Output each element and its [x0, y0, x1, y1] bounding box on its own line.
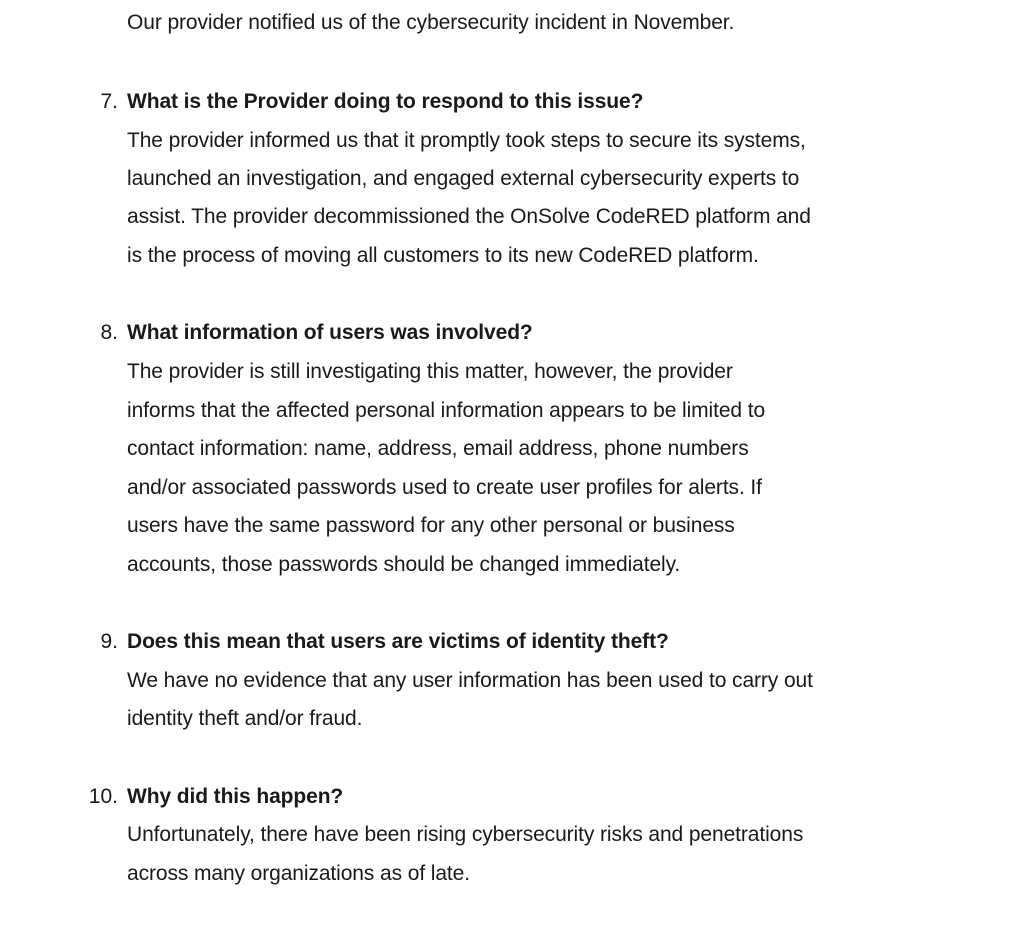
item-number: 7. [100, 90, 118, 113]
answer-line: contact information: name, address, email address, phone numbers [127, 437, 749, 460]
answer-line: launched an investigation, and engaged external cybersecurity experts to [127, 167, 800, 190]
answer-line: accounts, those passwords should be changed immediately. [127, 553, 681, 576]
item-number: 8. [100, 321, 118, 344]
intro-text: Our provider notified us of the cybersecurity incident in November. [127, 11, 735, 34]
question-heading: What information of users was involved? [127, 321, 533, 344]
answer-line: assist. The provider decommissioned the OnSolve CodeRED platform and [127, 205, 811, 228]
answer-line: informs that the affected personal information appears to be limited to [127, 399, 766, 422]
answer-line: Unfortunately, there have been rising cybersecurity risks and penetrations [127, 823, 804, 846]
item-number: 9. [100, 630, 118, 653]
answer-line: The provider informed us that it promptly took steps to secure its systems, [127, 129, 806, 152]
answer-line: We have no evidence that any user information has been used to carry out [127, 669, 813, 692]
answer-line: is the process of moving all customers to its new CodeRED platform. [127, 244, 759, 267]
answer-line: The provider is still investigating this matter, however, the provider [127, 360, 733, 383]
question-heading: What is the Provider doing to respond to this issue? [127, 90, 644, 113]
answer-line: across many organizations as of late. [127, 862, 470, 885]
answer-line: identity theft and/or fraud. [127, 707, 363, 730]
question-heading: Why did this happen? [127, 785, 344, 808]
question-heading: Does this mean that users are victims of identity theft? [127, 630, 669, 653]
answer-line: users have the same password for any other personal or business [127, 514, 735, 537]
answer-line: and/or associated passwords used to create user profiles for alerts. If [127, 476, 762, 499]
item-number: 10. [88, 785, 118, 808]
